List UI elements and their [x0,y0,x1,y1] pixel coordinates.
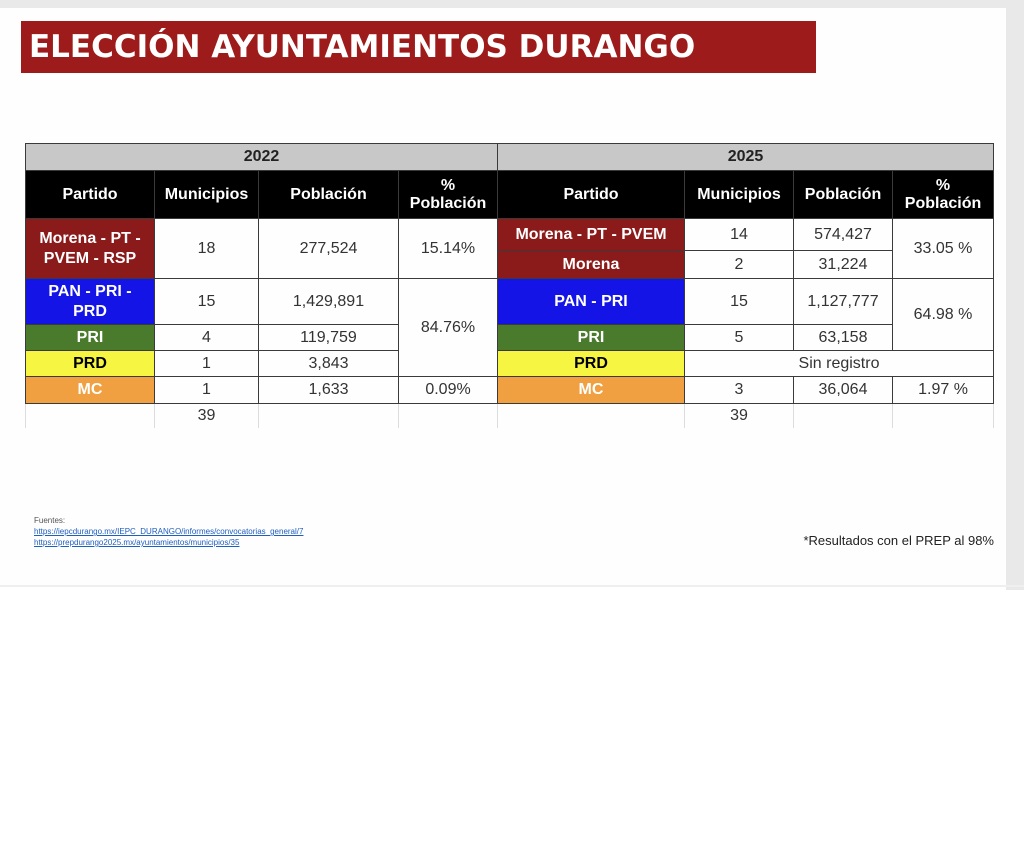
municipios-cell: 1 [155,377,259,404]
header-partido: Partido [26,171,155,219]
party-cell-morena: Morena [498,251,685,279]
pct-cell: 0.09% [399,377,498,404]
party-cell-pri: PRI [498,325,685,351]
screen-top-border [0,0,1024,8]
header-partido: Partido [498,171,685,219]
prep-note: *Resultados con el PREP al 98% [803,533,994,548]
table-row [26,279,498,325]
party-cell-pri: PRI [26,325,155,351]
sin-registro-cell: Sin registro [685,351,994,377]
source-link-iepc[interactable]: https://iepcdurango.mx/IEPC_DURANGO/informes/convocatorias_general/7 [34,527,304,536]
municipios-cell: 15 [685,279,794,325]
totals-empty [26,404,155,429]
table-row [498,351,994,377]
header-pct-word: Población [409,194,487,212]
party-cell-pan-pri-prd [26,279,155,325]
total-municipios-2022: 39 [155,404,259,429]
municipios-cell: 3 [685,377,794,404]
party-cell-mc: MC [26,377,155,404]
party-cell-morena-coalition [26,219,155,279]
party-name-line1: Morena - PT - [39,229,141,247]
pct-cell: 15.14% [399,219,498,279]
total-municipios-2025: 39 [685,404,794,429]
poblacion-cell: 36,064 [794,377,893,404]
poblacion-cell: 277,524 [259,219,399,279]
table-row [498,279,994,325]
poblacion-cell: 1,429,891 [259,279,399,325]
poblacion-cell: 31,224 [794,251,893,279]
source-link-prep[interactable]: https://prepdurango2025.mx/ayuntamientos/municipios/35 [34,538,240,547]
slide-bottom-edge [0,585,1024,587]
poblacion-cell: 63,158 [794,325,893,351]
table-row [26,219,498,279]
pct-cell: 1.97 % [893,377,994,404]
table-row [498,219,994,251]
party-name-line1: PAN - PRI - [48,282,132,300]
municipios-cell: 5 [685,325,794,351]
municipios-cell: 18 [155,219,259,279]
party-cell-mc: MC [498,377,685,404]
header-poblacion: Población [259,171,399,219]
header-pct-word: Población [904,194,982,212]
municipios-cell: 2 [685,251,794,279]
party-cell-prd: PRD [26,351,155,377]
party-cell-morena-coalition: Morena - PT - PVEM [498,219,685,251]
header-poblacion: Población [794,171,893,219]
totals-empty [893,404,994,429]
pct-cell-morena: 33.05 % [893,219,994,279]
poblacion-cell: 1,127,777 [794,279,893,325]
poblacion-cell: 1,633 [259,377,399,404]
header-pct-poblacion [893,171,994,219]
table-row [498,377,994,404]
poblacion-cell: 3,843 [259,351,399,377]
table-2025 [497,143,994,428]
party-name-line2: PRD [73,302,107,320]
header-pct-symbol: % [935,176,951,194]
header-municipios: Municipios [685,171,794,219]
poblacion-cell: 574,427 [794,219,893,251]
table-2022 [25,143,498,428]
municipios-cell: 1 [155,351,259,377]
poblacion-cell: 119,759 [259,325,399,351]
totals-empty [498,404,685,429]
totals-empty [794,404,893,429]
totals-row [498,404,994,429]
totals-empty [259,404,399,429]
header-pct-symbol: % [440,176,456,194]
totals-empty [399,404,498,429]
header-municipios: Municipios [155,171,259,219]
page-title: ELECCIÓN AYUNTAMIENTOS DURANGO [29,29,696,65]
sources-block [34,515,303,548]
pct-cell-group: 84.76% [399,279,498,377]
pct-cell-pan: 64.98 % [893,279,994,351]
year-header-2022: 2022 [26,144,498,171]
screen-right-border [1006,0,1024,590]
municipios-cell: 4 [155,325,259,351]
totals-row [26,404,498,429]
header-pct-poblacion [399,171,498,219]
municipios-cell: 15 [155,279,259,325]
municipios-cell: 14 [685,219,794,251]
table-row [26,377,498,404]
party-name-line2: PVEM - RSP [43,249,137,267]
party-cell-prd: PRD [498,351,685,377]
party-cell-pan-pri: PAN - PRI [498,279,685,325]
title-banner [21,21,816,73]
sources-label: Fuentes: [34,516,66,525]
year-header-2025: 2025 [498,144,994,171]
